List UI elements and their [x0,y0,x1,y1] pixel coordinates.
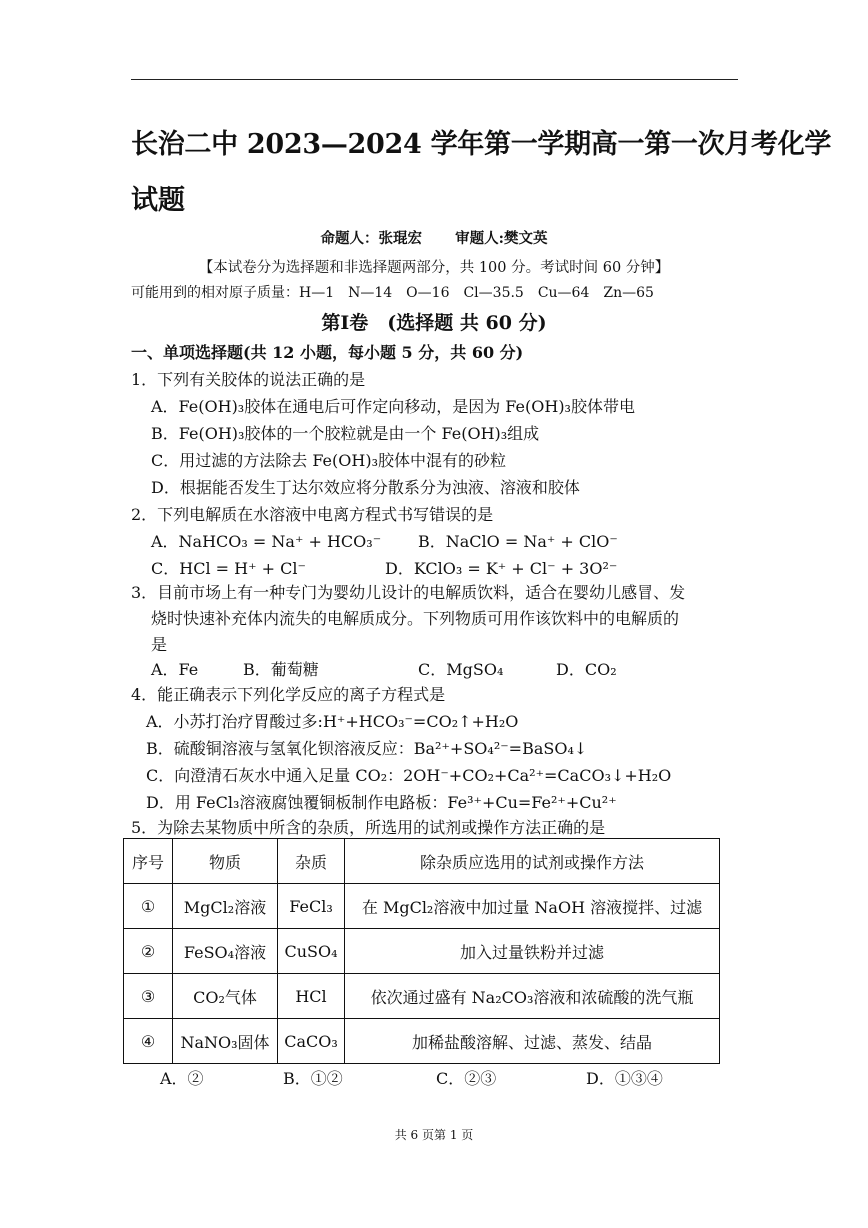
table-cell: 在 MgCl₂溶液中加过量 NaOH 溶液搅拌、过滤 [345,884,720,929]
q5-option-a: A．② [160,1069,204,1088]
q4-stem: 4．能正确表示下列化学反应的离子方程式是 [131,685,446,704]
q3-stem-line2: 烧时快速补充体内流失的电解质成分。下列物质可用作该饮料中的电解质的 [151,609,680,628]
q1-option-d: D．根据能否发生丁达尔效应将分散系分为浊液、溶液和胶体 [151,478,580,497]
q5-option-b: B．①② [283,1069,343,1088]
page-footer: 共 6 页第 1 页 [394,1128,474,1142]
q3-option-b: B．葡萄糖 [243,660,319,679]
table-header: 杂质 [278,839,345,884]
q1-option-a: A．Fe(OH)₃胶体在通电后可作定向移动，是因为 Fe(OH)₃胶体带电 [151,397,635,416]
part-title: 第Ⅰ卷 (选择题 共 60 分) [321,312,547,334]
impurity-table [123,838,720,1064]
q2-option-c: C．HCl = H⁺ + Cl⁻ [151,559,306,578]
table-header-row [124,839,720,884]
q1-option-b: B．Fe(OH)₃胶体的一个胶粒就是由一个 Fe(OH)₃组成 [151,424,540,443]
q5-option-c: C．②③ [436,1069,497,1088]
authors [0,227,868,248]
q1-option-c: C．用过滤的方法除去 Fe(OH)₃胶体中混有的砂粒 [151,451,506,470]
table-row [124,1019,720,1064]
header-rule [131,79,738,80]
q3-option-a: A．Fe [151,660,199,679]
q5-option-d: D．①③④ [586,1069,663,1088]
q5-stem: 5．为除去某物质中所含的杂质，所选用的试剂或操作方法正确的是 [131,818,606,837]
table-header: 除杂质应选用的试剂或操作方法 [345,839,720,884]
table-header: 物质 [173,839,278,884]
q4-option-c: C．向澄清石灰水中通入足量 CO₂：2OH⁻+CO₂+Ca²⁺=CaCO₃↓+H₂O [146,766,672,785]
table-header: 序号 [124,839,173,884]
q3-stem-line1: 3．目前市场上有一种专门为婴幼儿设计的电解质饮料，适合在婴幼儿感冒、发 [131,583,686,602]
table-cell: ① [124,884,173,929]
table-row [124,929,720,974]
q4-option-a: A．小苏打治疗胃酸过多:H⁺+HCO₃⁻=CO₂↑+H₂O [146,712,519,731]
q2-option-b: B．NaClO = Na⁺ + ClO⁻ [418,532,618,551]
q3-option-d: D．CO₂ [556,660,617,679]
q3-stem-line3: 是 [151,635,168,654]
table-cell: 依次通过盛有 Na₂CO₃溶液和浓硫酸的洗气瓶 [345,974,720,1019]
table-cell: FeSO₄溶液 [173,929,278,974]
table-cell: CaCO₃ [278,1019,345,1064]
q4-option-d: D．用 FeCl₃溶液腐蚀覆铜板制作电路板：Fe³⁺+Cu=Fe²⁺+Cu²⁺ [146,793,617,812]
q2-stem: 2．下列电解质在水溶液中电离方程式书写错误的是 [131,505,494,524]
q4-option-b: B．硫酸铜溶液与氢氧化钡溶液反应：Ba²⁺+SO₄²⁻=BaSO₄↓ [146,739,588,758]
table-row [124,974,720,1019]
q2-option-d: D．KClO₃ = K⁺ + Cl⁻ + 3O²⁻ [385,559,618,578]
q3-option-c: C．MgSO₄ [418,660,504,679]
table-cell: CuSO₄ [278,929,345,974]
exam-title: 长治二中 2023—2024 学年第一学期高一第一次月考化学 [131,129,832,160]
q1-stem: 1．下列有关胶体的说法正确的是 [131,370,366,389]
table-cell: 加稀盐酸溶解、过滤、蒸发、结晶 [345,1019,720,1064]
reviewer: 审题人:樊文英 [455,230,548,247]
setter: 命题人：张琨宏 [320,230,423,247]
q2-option-a: A．NaHCO₃ = Na⁺ + HCO₃⁻ [151,532,382,551]
exam-title-continued: 试题 [131,185,185,216]
exam-note: 【本试卷分为选择题和非选择题两部分，共 100 分。考试时间 60 分钟】 [198,260,670,276]
table-cell: ② [124,929,173,974]
section-title: 一、单项选择题(共 12 小题，每小题 5 分，共 60 分) [131,343,524,362]
table-cell: ③ [124,974,173,1019]
table-cell: HCl [278,974,345,1019]
table-cell: FeCl₃ [278,884,345,929]
table-cell: NaNO₃固体 [173,1019,278,1064]
table-cell: MgCl₂溶液 [173,884,278,929]
table-cell: CO₂气体 [173,974,278,1019]
table-cell: 加入过量铁粉并过滤 [345,929,720,974]
table-row [124,884,720,929]
table-cell: ④ [124,1019,173,1064]
atomic-masses: 可能用到的相对原子质量：H—1 N—14 O—16 Cl—35.5 Cu—64 Zn—65 [131,285,654,301]
